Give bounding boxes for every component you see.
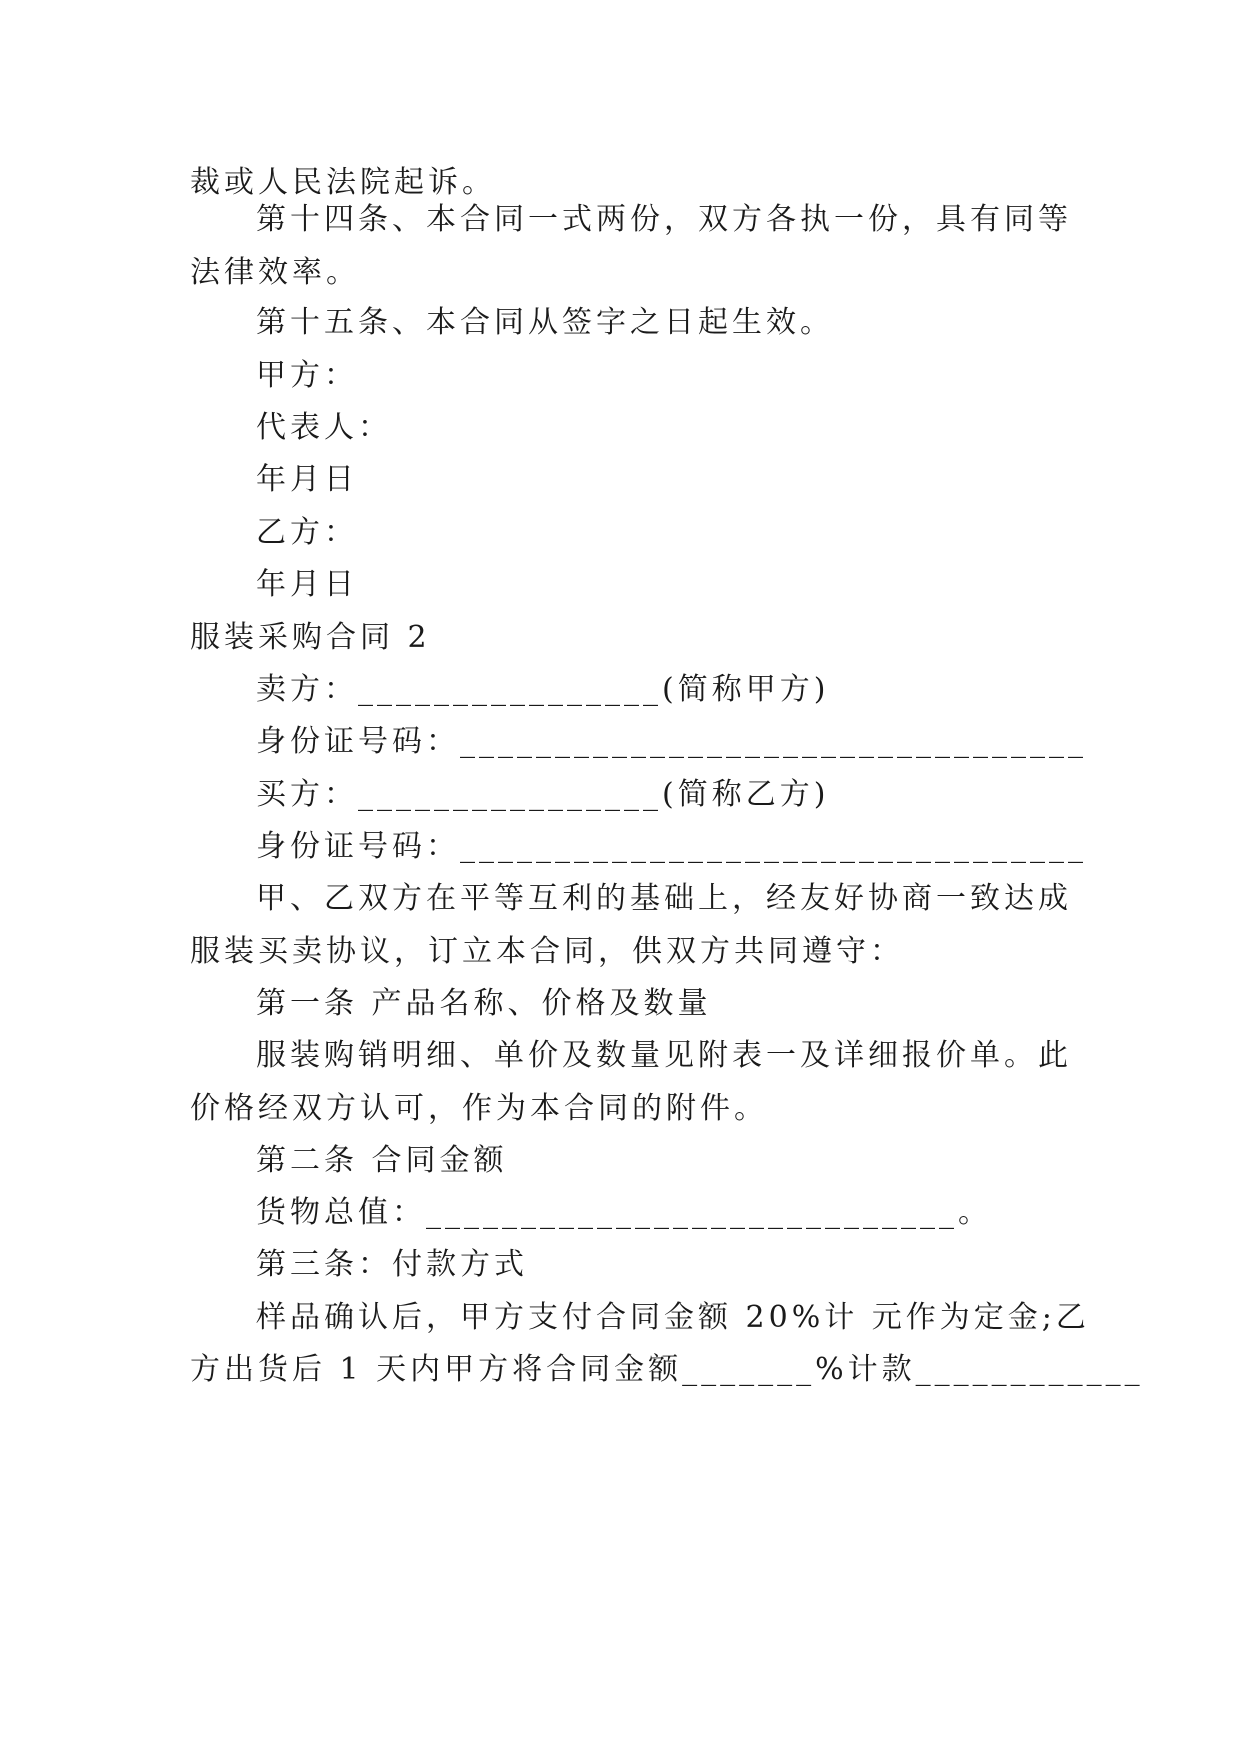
text-line: 买方：________________(简称乙方) bbox=[256, 777, 830, 812]
text-line: 样品确认后，甲方支付合同金额 20%计 元作为定金;乙 bbox=[256, 1300, 1090, 1335]
text-line: 价格经双方认可，作为本合同的附件。 bbox=[190, 1091, 768, 1126]
text-line: 第一条 产品名称、价格及数量 bbox=[256, 986, 712, 1021]
section-heading: 服装采购合同 2 bbox=[190, 620, 431, 655]
text-line: 货物总值：____________________________。 bbox=[256, 1195, 992, 1230]
text-line: 年月日 bbox=[256, 462, 358, 497]
text-line: 甲、乙双方在平等互利的基础上，经友好协商一致达成 bbox=[256, 881, 1072, 916]
text-line: 法律效率。 bbox=[190, 255, 360, 290]
text-line: 年月日 bbox=[256, 567, 358, 602]
text-line: 乙方： bbox=[256, 515, 358, 550]
text-line: 身份证号码：_________________________________ bbox=[256, 829, 1087, 864]
text-line: 第十五条、本合同从签字之日起生效。 bbox=[256, 305, 834, 340]
text-line: 第十四条、本合同一式两份，双方各执一份，具有同等 bbox=[256, 202, 1072, 237]
text-line: 卖方：________________(简称甲方) bbox=[256, 672, 830, 707]
text-line: 服装买卖协议，订立本合同，供双方共同遵守： bbox=[190, 934, 904, 969]
text-line: 方出货后 1 天内甲方将合同金额_______%计款____________ bbox=[190, 1352, 1144, 1387]
text-line: 第三条：付款方式 bbox=[256, 1247, 528, 1282]
text-line: 甲方： bbox=[256, 358, 358, 393]
text-line: 服装购销明细、单价及数量见附表一及详细报价单。此 bbox=[256, 1038, 1072, 1073]
text-line: 代表人： bbox=[256, 410, 392, 445]
text-line: 第二条 合同金额 bbox=[256, 1143, 508, 1178]
text-line: 裁或人民法院起诉。 bbox=[190, 165, 496, 200]
text-line: 身份证号码：_________________________________ bbox=[256, 724, 1087, 759]
